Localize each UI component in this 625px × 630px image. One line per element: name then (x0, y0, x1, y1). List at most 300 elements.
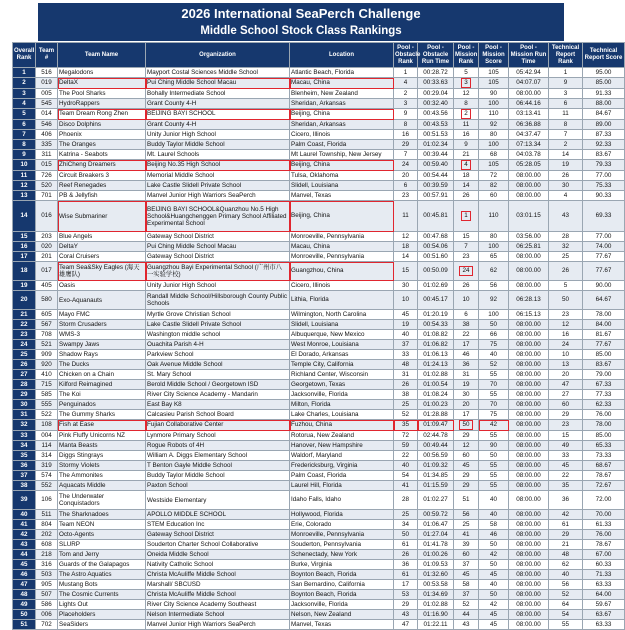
table-row[interactable] (13, 78, 625, 89)
technical-report-score-cell: 78.00 (583, 310, 625, 320)
table-row[interactable] (13, 520, 625, 530)
organization-cell: Westside Elementary (146, 491, 290, 510)
location-cell: Sheridan, Arkansas (290, 99, 394, 109)
table-row[interactable] (13, 140, 625, 150)
technical-report-rank-cell: 40 (549, 570, 583, 580)
mission-run-time-cell: 08:00.00 (509, 610, 549, 620)
table-row[interactable] (13, 232, 625, 242)
technical-report-rank-cell: 26 (549, 262, 583, 281)
table-row[interactable] (13, 530, 625, 540)
mission-rank-cell: 7 (454, 242, 479, 252)
mission-run-time-cell: 08:00.00 (509, 441, 549, 451)
mission-rank-cell: 9 (454, 140, 479, 150)
overall-rank-cell: 5 (13, 109, 36, 120)
table-row[interactable] (13, 350, 625, 360)
team-name-cell: Aquacats Middle (58, 481, 146, 491)
team-name-cell: SeaSiders (58, 620, 146, 630)
table-row[interactable] (13, 610, 625, 620)
team-number-cell: 017 (36, 262, 58, 281)
organization-cell: Oneida Middle School (146, 550, 290, 560)
location-cell: Wilmington, North Carolina (290, 310, 394, 320)
team-name-cell: Manta Beasts (58, 441, 146, 451)
technical-report-score-cell: 74.00 (583, 242, 625, 252)
obstacle-run-time-cell: 02:44.78 (418, 431, 454, 441)
obstacle-run-time-cell: 00:59.72 (418, 510, 454, 520)
technical-report-score-cell: 77.00 (583, 171, 625, 181)
location-cell: Boynton Beach, Florida (290, 570, 394, 580)
organization-cell: Lynmore Primary School (146, 431, 290, 441)
mission-rank-cell: 58 (454, 580, 479, 590)
obstacle-run-time-cell: 00:56.59 (418, 451, 454, 461)
table-row[interactable] (13, 160, 625, 171)
location-cell: Lithia, Florida (290, 291, 394, 310)
team-number-cell: 016 (36, 201, 58, 232)
column-header[interactable]: Technical Report Score (583, 43, 625, 68)
obstacle-rank-cell: 17 (394, 580, 418, 590)
mission-rank-cell: 15 (454, 232, 479, 242)
overall-rank-cell: 10 (13, 160, 36, 171)
mission-run-time-cell: 04:03.78 (509, 150, 549, 160)
team-number-cell: 804 (36, 520, 58, 530)
mission-score-cell: 58 (479, 520, 509, 530)
mission-rank-highlight: 4 (461, 160, 471, 170)
obstacle-rank-cell: 25 (394, 400, 418, 410)
mission-score-cell: 70 (479, 380, 509, 390)
technical-report-rank-cell: 19 (549, 160, 583, 171)
technical-report-rank-cell: 30 (549, 181, 583, 191)
overall-rank-cell: 7 (13, 130, 36, 140)
team-number-cell: 503 (36, 570, 58, 580)
mission-run-time-cell: 08:00.00 (509, 400, 549, 410)
overall-rank-cell: 45 (13, 560, 36, 570)
technical-report-rank-cell: 14 (549, 150, 583, 160)
column-header[interactable]: Team # (36, 43, 58, 68)
team-number-cell: 552 (36, 481, 58, 491)
organization-cell: Buddy Taylor Middle School (146, 471, 290, 481)
table-row[interactable] (13, 420, 625, 431)
overall-rank-cell: 49 (13, 600, 36, 610)
technical-report-rank-cell: 61 (549, 520, 583, 530)
table-row[interactable] (13, 461, 625, 471)
mission-run-time-cell: 06:44.16 (509, 99, 549, 109)
table-row[interactable] (13, 130, 625, 140)
table-row[interactable] (13, 570, 625, 580)
table-row[interactable] (13, 99, 625, 109)
mission-score-cell: 92 (479, 120, 509, 130)
organization-cell: Mayport Costal Sciences Middle School (146, 68, 290, 78)
organization-cell: Marshall/ SBCUSD (146, 580, 290, 590)
overall-rank-cell: 16 (13, 242, 36, 252)
technical-report-rank-cell: 62 (549, 560, 583, 570)
overall-rank-cell: 28 (13, 380, 36, 390)
organization-cell: APOLLO MIDDLE SCHOOL (146, 510, 290, 520)
mission-score-cell: 105 (479, 78, 509, 89)
technical-report-score-cell: 67.33 (583, 380, 625, 390)
technical-report-score-cell: 60.33 (583, 560, 625, 570)
obstacle-run-time-cell: 00:45.17 (418, 291, 454, 310)
table-row[interactable] (13, 560, 625, 570)
overall-rank-cell: 44 (13, 550, 36, 560)
mission-run-time-cell: 08:00.00 (509, 340, 549, 350)
team-name-cell: Lights Out (58, 600, 146, 610)
technical-report-score-cell: 64.67 (583, 291, 625, 310)
overall-rank-cell: 26 (13, 360, 36, 370)
obstacle-run-time-cell: 00:28.72 (418, 68, 454, 78)
mission-rank-cell: 56 (454, 510, 479, 520)
technical-report-score-cell: 77.67 (583, 262, 625, 281)
organization-cell: Rogue Robots of 4H (146, 441, 290, 451)
table-row[interactable] (13, 481, 625, 491)
obstacle-run-time-cell: 01:00.26 (418, 550, 454, 560)
mission-rank-cell: 45 (454, 570, 479, 580)
mission-rank-cell (454, 201, 479, 232)
organization-cell: Grant County 4-H (146, 120, 290, 130)
rankings-table-container[interactable] (12, 42, 623, 628)
column-header[interactable]: Team Name (58, 43, 146, 68)
team-number-cell: 920 (36, 360, 58, 370)
technical-report-rank-cell: 20 (549, 370, 583, 380)
location-cell: Hanover, New Hampshire (290, 441, 394, 451)
location-cell: Burke, Virginia (290, 560, 394, 570)
organization-cell: William A. Diggs Elementary School (146, 451, 290, 461)
table-row[interactable] (13, 252, 625, 262)
obstacle-rank-cell: 2 (394, 89, 418, 99)
table-row[interactable] (13, 370, 625, 380)
team-name-cell: Coral Cruisers (58, 252, 146, 262)
mission-run-time-cell: 08:00.00 (509, 620, 549, 630)
mission-rank-cell: 23 (454, 252, 479, 262)
mission-run-time-cell: 06:15.13 (509, 310, 549, 320)
table-row[interactable] (13, 590, 625, 600)
mission-run-time-cell: 08:00.00 (509, 510, 549, 520)
mission-rank-cell: 14 (454, 181, 479, 191)
technical-report-rank-cell: 55 (549, 620, 583, 630)
mission-run-time-cell: 08:00.00 (509, 461, 549, 471)
obstacle-rank-cell: 48 (394, 360, 418, 370)
column-header[interactable]: Pool - Mission Score (479, 43, 509, 68)
organization-cell: Myrtle Grove Christian School (146, 310, 290, 320)
obstacle-rank-cell: 1 (394, 68, 418, 78)
table-row[interactable] (13, 291, 625, 310)
technical-report-score-cell: 91.33 (583, 89, 625, 99)
team-name-cell: Shadow Rays (58, 350, 146, 360)
overall-rank-cell: 22 (13, 320, 36, 330)
table-row[interactable] (13, 310, 625, 320)
overall-rank-cell: 47 (13, 580, 36, 590)
obstacle-rank-cell: 20 (394, 171, 418, 181)
obstacle-rank-cell: 41 (394, 481, 418, 491)
mission-run-time-cell: 08:00.00 (509, 590, 549, 600)
column-header[interactable]: Technical Report Rank (549, 43, 583, 68)
technical-report-rank-cell: 1 (549, 68, 583, 78)
mission-score-cell: 42 (479, 420, 509, 431)
table-row[interactable] (13, 451, 625, 461)
mission-score-cell: 55 (479, 481, 509, 491)
technical-report-score-cell: 65.33 (583, 441, 625, 451)
location-cell: Nelson, New Zealand (290, 610, 394, 620)
location-cell: Richland Center, Wisconsin (290, 370, 394, 380)
overall-rank-cell: 9 (13, 150, 36, 160)
technical-report-rank-cell: 48 (549, 550, 583, 560)
column-header[interactable]: Overall Rank (13, 43, 36, 68)
table-row[interactable] (13, 120, 625, 130)
table-row[interactable] (13, 540, 625, 550)
mission-score-cell: 45 (479, 570, 509, 580)
overall-rank-cell: 20 (13, 291, 36, 310)
mission-score-cell: 45 (479, 610, 509, 620)
organization-cell: Bohally Intermediate School (146, 89, 290, 99)
overall-rank-cell: 41 (13, 520, 36, 530)
table-row[interactable] (13, 550, 625, 560)
overall-rank-cell: 23 (13, 330, 36, 340)
column-header[interactable]: Pool - Obstacle Rank (394, 43, 418, 68)
table-row[interactable] (13, 620, 625, 630)
table-row[interactable] (13, 600, 625, 610)
obstacle-run-time-cell: 01:41.78 (418, 540, 454, 550)
overall-rank-cell: 43 (13, 540, 36, 550)
team-name-cell: Octo-Agents (58, 530, 146, 540)
technical-report-score-cell: 62.33 (583, 400, 625, 410)
team-number-cell: 218 (36, 550, 58, 560)
table-row[interactable] (13, 191, 625, 201)
obstacle-run-time-cell: 00:33.63 (418, 78, 454, 89)
team-number-cell: 507 (36, 590, 58, 600)
mission-rank-cell: 18 (454, 171, 479, 181)
location-cell: Blenheim, New Zealand (290, 89, 394, 99)
table-row[interactable] (13, 181, 625, 191)
overall-rank-cell: 24 (13, 340, 36, 350)
mission-run-time-cell: 04:07.07 (509, 78, 549, 89)
team-name-cell: The Pool Sharks (58, 89, 146, 99)
team-number-cell: 201 (36, 252, 58, 262)
mission-rank-highlight: 1 (461, 211, 471, 221)
location-cell: West Monroe, Louisiana (290, 340, 394, 350)
column-header[interactable]: Pool - Mission Rank (454, 43, 479, 68)
team-number-cell: 316 (36, 560, 58, 570)
mission-score-cell: 62 (479, 262, 509, 281)
mission-run-time-cell: 06:28.13 (509, 291, 549, 310)
table-row[interactable] (13, 150, 625, 160)
location-cell: Fredericksburg, Virginia (290, 461, 394, 471)
mission-rank-cell (454, 109, 479, 120)
team-name-cell: Kilford Reimagined (58, 380, 146, 390)
location-cell: Macau, China (290, 242, 394, 252)
table-row[interactable] (13, 510, 625, 520)
team-name-cell: ZhiCheng Dreamers (58, 160, 146, 171)
mission-rank-cell: 51 (454, 491, 479, 510)
organization-cell: Gateway School District (146, 530, 290, 540)
mission-score-cell: 70 (479, 400, 509, 410)
overall-rank-cell: 2 (13, 78, 36, 89)
table-row[interactable] (13, 471, 625, 481)
team-number-cell: 005 (36, 89, 58, 99)
overall-rank-cell: 21 (13, 310, 36, 320)
organization-cell: Manvel Junior High Warriors SeaPerch (146, 191, 290, 201)
mission-score-cell: 105 (479, 68, 509, 78)
table-row[interactable] (13, 360, 625, 370)
table-row[interactable] (13, 242, 625, 252)
team-number-cell: 203 (36, 232, 58, 242)
mission-rank-cell: 5 (454, 68, 479, 78)
mission-run-time-cell: 08:00.00 (509, 420, 549, 431)
table-row[interactable] (13, 390, 625, 400)
team-name-cell: Wise Submariner (58, 201, 146, 232)
obstacle-run-time-cell: 00:50.09 (418, 262, 454, 281)
team-name-cell: WMS-3 (58, 330, 146, 340)
mission-rank-highlight: 50 (459, 420, 472, 430)
technical-report-rank-cell: 11 (549, 109, 583, 120)
table-row[interactable] (13, 201, 625, 232)
location-cell: Idaho Falls, Idaho (290, 491, 394, 510)
team-number-cell: 608 (36, 540, 58, 550)
column-header[interactable]: Pool - Obstacle Run Time (418, 43, 454, 68)
mission-run-time-cell: 08:00.00 (509, 252, 549, 262)
obstacle-rank-cell: 36 (394, 560, 418, 570)
location-cell: Georgetown, Texas (290, 380, 394, 390)
mission-run-time-cell: 06:36.88 (509, 120, 549, 130)
column-header[interactable]: Pool - Mission Run Time (509, 43, 549, 68)
team-name-cell: The Sharknadoes (58, 510, 146, 520)
team-name-cell: The Ducks (58, 360, 146, 370)
team-name-cell: Team NEON (58, 520, 146, 530)
technical-report-score-cell: 81.67 (583, 330, 625, 340)
organization-cell: T Benton Gayle Middle School (146, 461, 290, 471)
technical-report-rank-cell: 45 (549, 461, 583, 471)
technical-report-rank-cell: 49 (549, 441, 583, 451)
technical-report-rank-cell: 26 (549, 171, 583, 181)
mission-run-time-cell: 08:00.00 (509, 471, 549, 481)
technical-report-rank-cell: 13 (549, 360, 583, 370)
organization-cell: Souderton Charter School Collaborative (146, 540, 290, 550)
team-name-cell: Guards of the Galapagos (58, 560, 146, 570)
team-name-cell: The Underwater Conquistadors (58, 491, 146, 510)
obstacle-rank-cell: 40 (394, 330, 418, 340)
team-name-cell: Team Sea&Sky Eagles (海天雄鹰队) (58, 262, 146, 281)
mission-run-time-cell: 08:00.00 (509, 491, 549, 510)
team-number-cell: 020 (36, 242, 58, 252)
obstacle-rank-cell: 18 (394, 242, 418, 252)
team-name-cell: Tom and Jerry (58, 550, 146, 560)
table-row[interactable] (13, 68, 625, 78)
technical-report-rank-cell: 25 (549, 252, 583, 262)
mission-run-time-cell: 08:00.00 (509, 330, 549, 340)
mission-score-cell: 80 (479, 130, 509, 140)
obstacle-run-time-cell: 00:39.44 (418, 150, 454, 160)
table-row[interactable] (13, 262, 625, 281)
obstacle-run-time-cell: 01:27.04 (418, 530, 454, 540)
table-row[interactable] (13, 340, 625, 350)
table-row[interactable] (13, 400, 625, 410)
mission-rank-cell: 11 (454, 120, 479, 130)
table-row[interactable] (13, 89, 625, 99)
table-row[interactable] (13, 330, 625, 340)
mission-score-cell: 65 (479, 252, 509, 262)
organization-cell: Fujian Collaborative Center (146, 420, 290, 431)
obstacle-rank-cell: 29 (394, 140, 418, 150)
team-name-cell: Disco Dolphins (58, 120, 146, 130)
organization-cell: Calcasieu Parish School Board (146, 410, 290, 420)
team-number-cell: 909 (36, 350, 58, 360)
mission-rank-cell: 31 (454, 370, 479, 380)
table-row[interactable] (13, 281, 625, 291)
table-row[interactable] (13, 580, 625, 590)
table-row[interactable] (13, 171, 625, 181)
organization-cell: Oak Avenue Middle School (146, 360, 290, 370)
mission-score-cell: 52 (479, 360, 509, 370)
location-cell: Palm Coast, Florida (290, 140, 394, 150)
obstacle-rank-cell: 29 (394, 600, 418, 610)
location-cell: Monroeville, Pennsylvania (290, 252, 394, 262)
table-row[interactable] (13, 491, 625, 510)
obstacle-run-time-cell: 00:32.40 (418, 99, 454, 109)
organization-cell: River City Science Academy - Mandarin (146, 390, 290, 400)
organization-cell: BEIJING BAYI SCHOOL&Quanzhou No.5 High School&Huangchenggen Primary School Affiliated Experimental School (146, 201, 290, 232)
organization-cell: Lake Castle Slidell Private School (146, 181, 290, 191)
mission-rank-cell: 39 (454, 540, 479, 550)
table-row[interactable] (13, 441, 625, 451)
technical-report-rank-cell: 9 (549, 78, 583, 89)
mission-score-cell: 80 (479, 232, 509, 242)
table-row[interactable] (13, 109, 625, 120)
technical-report-rank-cell: 36 (549, 491, 583, 510)
obstacle-rank-cell: 11 (394, 201, 418, 232)
team-number-cell: 520 (36, 181, 58, 191)
obstacle-rank-cell: 35 (394, 420, 418, 431)
mission-score-cell: 55 (479, 471, 509, 481)
column-header[interactable]: Organization (146, 43, 290, 68)
overall-rank-cell: 11 (13, 171, 36, 181)
organization-cell: Christa McAuliffe Middle School (146, 570, 290, 580)
obstacle-rank-cell: 16 (394, 130, 418, 140)
mission-run-time-cell: 08:00.00 (509, 540, 549, 550)
location-cell: Rotorua, New Zealand (290, 431, 394, 441)
team-number-cell: 202 (36, 530, 58, 540)
table-row[interactable] (13, 320, 625, 330)
table-body (13, 68, 625, 630)
technical-report-rank-cell: 50 (549, 291, 583, 310)
obstacle-rank-cell: 30 (394, 281, 418, 291)
team-number-cell: 521 (36, 340, 58, 350)
technical-report-score-cell: 59.67 (583, 600, 625, 610)
overall-rank-cell: 51 (13, 620, 36, 630)
obstacle-rank-cell: 4 (394, 78, 418, 89)
team-name-cell: Penguinados (58, 400, 146, 410)
mission-score-cell: 55 (479, 390, 509, 400)
table-row[interactable] (13, 410, 625, 420)
obstacle-rank-cell: 26 (394, 550, 418, 560)
mission-rank-cell: 17 (454, 410, 479, 420)
location-cell: Schenectady, New York (290, 550, 394, 560)
obstacle-run-time-cell: 00:53.58 (418, 580, 454, 590)
column-header[interactable]: Location (290, 43, 394, 68)
overall-rank-cell: 13 (13, 191, 36, 201)
technical-report-rank-cell: 52 (549, 590, 583, 600)
organization-cell: Pui Ching Middle School Macau (146, 242, 290, 252)
mission-score-cell: 42 (479, 600, 509, 610)
table-row[interactable] (13, 380, 625, 390)
mission-score-cell: 105 (479, 160, 509, 171)
location-cell: Macau, China (290, 78, 394, 89)
table-row[interactable] (13, 431, 625, 441)
obstacle-run-time-cell: 00:43.56 (418, 109, 454, 120)
mission-rank-cell: 16 (454, 130, 479, 140)
obstacle-rank-cell: 10 (394, 291, 418, 310)
overall-rank-cell: 1 (13, 68, 36, 78)
technical-report-score-cell: 77.67 (583, 340, 625, 350)
technical-report-score-cell: 83.67 (583, 150, 625, 160)
mission-score-cell: 100 (479, 140, 509, 150)
team-number-cell: 410 (36, 370, 58, 380)
